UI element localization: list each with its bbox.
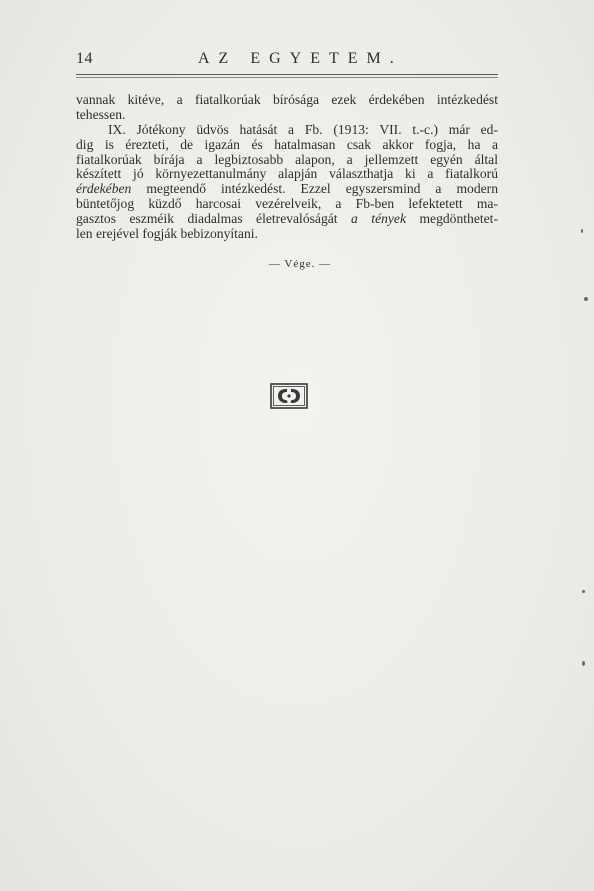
running-title: AZ EGYETEM.: [198, 50, 403, 67]
print-speck: [582, 661, 585, 666]
print-speck: [581, 229, 583, 233]
page-number: 14: [76, 50, 93, 67]
header-rule-thin: [76, 77, 498, 78]
print-speck: [582, 590, 585, 593]
text-line: készített jó környezettanulmány alapján választhatja ki a fiatalkorú: [76, 166, 498, 182]
text-line: fiatalkorúak bírája a legbiztosabb alapon, a jellemzett egyén által: [76, 151, 498, 167]
text-line-mixed: [76, 182, 498, 197]
paragraph-start-line: IX. Jótékony üdvös hatását a Fb. (1913: VII. t.-c.) már ed-: [108, 121, 498, 137]
text-line-mixed: [76, 212, 498, 227]
text-line: dig is érezteti, de igazán és hatalmasan csak akkor fogja, ha a: [76, 136, 498, 152]
text-fragment: megteendő intézkedést. Ezzel egyszersmind a modern: [146, 181, 498, 197]
text-line: büntetőjog küzdő harcosai vezérelveik, a Fb-ben lefektetett ma-: [76, 196, 498, 212]
italic-phrase: a tények: [351, 211, 406, 227]
print-speck: [584, 297, 588, 301]
text-fragment: megdönthetet-: [419, 211, 498, 227]
italic-word: érdekében: [76, 181, 132, 197]
page-header: [76, 50, 498, 76]
text-line: tehessen.: [76, 106, 126, 122]
text-fragment: gasztos eszméik diadalmas életrevalóságát: [76, 211, 338, 227]
end-mark: — Vége. —: [268, 258, 332, 270]
text-line: vannak kitéve, a fiatalkorúak bírósága ezek érdekében intézkedést: [76, 92, 498, 107]
text-line: len erejével fogják bebizonyítani.: [76, 226, 258, 242]
header-rule: [76, 74, 498, 75]
body-text: [76, 93, 498, 242]
printer-ornament-icon: [270, 383, 308, 409]
